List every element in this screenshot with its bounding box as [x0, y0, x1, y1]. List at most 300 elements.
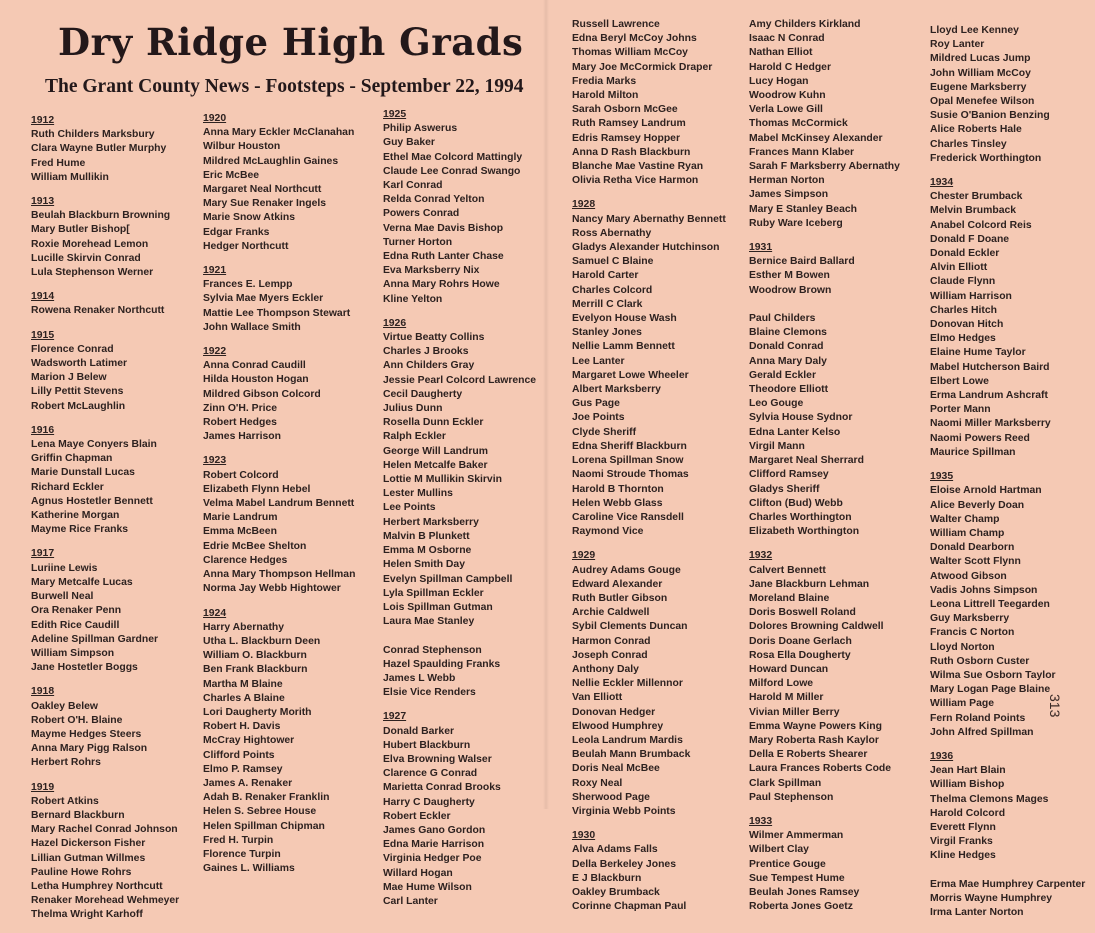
graduate-name: Harold C Hedger — [749, 61, 831, 73]
graduate-name: Leo Gouge — [749, 398, 804, 410]
class-year-heading: 1922 — [203, 346, 227, 358]
graduate-name: Wilma Sue Osborn Taylor — [930, 669, 1056, 681]
graduate-name: Lester Mullins — [383, 488, 453, 500]
graduate-name: Elizabeth Worthington — [749, 526, 860, 538]
graduate-name: Emma Wayne Powers King — [749, 720, 882, 732]
graduate-name: Woodrow Brown — [749, 284, 832, 296]
graduate-name: Anna Mary Thompson Hellman — [203, 569, 356, 581]
graduate-name: Clark Spillman — [749, 777, 822, 789]
class-year-group — [31, 114, 179, 185]
graduate-name: Edrie McBee Shelton — [203, 540, 307, 552]
graduate-name: Lucy Hogan — [749, 75, 809, 87]
graduate-name: Edith Rice Caudill — [31, 619, 120, 631]
graduate-name: Walter Scott Flynn — [930, 556, 1021, 568]
class-year-heading: 1927 — [383, 711, 407, 723]
graduate-name: Ora Renaker Penn — [31, 605, 122, 617]
class-year-heading: 1915 — [31, 329, 55, 341]
graduate-name: John Wallace Smith — [203, 321, 301, 333]
graduate-name: Vadis Johns Simpson — [930, 584, 1038, 596]
graduate-name: Alice Roberts Hale — [930, 124, 1022, 136]
class-year-heading: 1923 — [203, 455, 227, 467]
graduate-name: Russell Lawrence — [572, 19, 660, 30]
graduate-name: Mayme Hedges Steers — [31, 728, 142, 740]
class-year-heading: 1913 — [31, 196, 55, 208]
graduate-name: Conrad Stephenson — [383, 644, 482, 656]
graduate-name: Anna Mary Rohrs Howe — [383, 279, 500, 291]
graduate-name: Anna Mary Pigg Ralson — [31, 743, 148, 755]
page-title: Dry Ridge High Grads — [58, 20, 524, 64]
graduate-name: Everett Flynn — [930, 821, 996, 833]
graduate-name: Mary Joe McCormick Draper — [572, 61, 713, 73]
graduate-name: Claude Flynn — [930, 276, 996, 288]
graduate-name: Clarence G Conrad — [383, 768, 478, 780]
graduate-name: Charles Colcord — [572, 284, 653, 296]
graduate-name: Jean Hart Blain — [930, 765, 1006, 777]
graduate-name: Kline Yelton — [383, 293, 443, 305]
graduate-name: John Alfred Spillman — [930, 726, 1034, 738]
graduate-name: Cecil Daugherty — [383, 388, 463, 400]
class-year-group — [930, 750, 1085, 920]
grads-column-1 — [31, 114, 179, 933]
graduate-name: Ross Abernathy — [572, 227, 652, 239]
graduate-name: Mildred Gibson Colcord — [203, 388, 321, 400]
class-year-heading: 1930 — [572, 830, 596, 842]
graduate-name: Eva Marksberry Nix — [383, 265, 480, 277]
graduate-name: George Will Landrum — [383, 445, 488, 457]
graduate-name: Beulah Blackburn Browning — [31, 210, 171, 222]
graduate-name: Helen Webb Glass — [572, 497, 663, 509]
graduate-name: Porter Mann — [930, 404, 991, 416]
graduate-name: Edgar Franks — [203, 226, 270, 238]
graduate-name: Mildred Lucas Jump — [930, 53, 1031, 65]
graduate-name: Lena Maye Conyers Blain — [31, 439, 157, 451]
graduate-name: Ruth Ramsey Landrum — [572, 118, 686, 130]
graduate-name: Velma Mabel Landrum Bennett — [203, 498, 355, 510]
graduate-name: Margaret Lowe Wheeler — [572, 369, 689, 381]
class-year-heading: 1929 — [572, 550, 596, 562]
graduate-name: Philip Aswerus — [383, 123, 458, 135]
graduate-name: Sylvia Mae Myers Eckler — [203, 293, 324, 305]
graduate-name: Marietta Conrad Brooks — [383, 782, 501, 794]
graduate-name: Richard Eckler — [31, 481, 104, 493]
graduate-name: Eloise Arnold Hartman — [930, 485, 1042, 497]
graduate-name: Harold M Miller — [749, 692, 824, 704]
graduate-name: Luriine Lewis — [31, 562, 98, 574]
graduate-name: James Simpson — [749, 189, 829, 201]
graduate-name: Donald F Doane — [930, 233, 1010, 245]
graduate-name: Elsie Vice Renders — [383, 687, 476, 699]
graduate-name: Wilbert Clay — [749, 844, 809, 856]
graduate-name: Willard Hogan — [383, 867, 453, 879]
graduate-name: Bernice Baird Ballard — [749, 256, 855, 268]
class-year-group — [749, 815, 900, 914]
graduate-name: Lori Daugherty Morith — [203, 706, 312, 718]
graduate-name: Audrey Adams Gouge — [572, 564, 681, 576]
graduate-name: Pauline Howe Rohrs — [31, 866, 132, 878]
graduate-name: Florence Turpin — [203, 848, 281, 860]
graduate-name: Hilda Houston Hogan — [203, 374, 309, 386]
graduate-name: Thomas McCormick — [749, 118, 848, 130]
graduate-name: James Gano Gordon — [383, 824, 486, 836]
graduate-name: Virgil Mann — [749, 440, 805, 452]
graduate-name: Charles Tinsley — [930, 138, 1007, 150]
graduate-name: Donovan Hedger — [572, 706, 656, 718]
graduate-name: Lottie M Mullikin Skirvin — [383, 474, 502, 486]
graduate-name: Verna Mae Davis Bishop — [383, 222, 504, 234]
class-year-group — [31, 424, 179, 538]
grads-column-2 — [203, 112, 355, 886]
graduate-name: Woodrow Kuhn — [749, 90, 826, 102]
graduate-name: Joseph Conrad — [572, 649, 648, 661]
class-year-group — [383, 317, 536, 700]
graduate-name: Lloyd Lee Kenney — [930, 25, 1019, 36]
graduate-name: Leona Littrell Teegarden — [930, 598, 1050, 610]
graduate-name: Raymond Vice — [572, 526, 644, 538]
graduate-name: Anna Mary Daly — [749, 355, 827, 367]
graduate-name: William Simpson — [31, 647, 115, 659]
graduate-name: Beulah Mann Brumback — [572, 749, 691, 761]
graduate-name: Doris Doane Gerlach — [749, 635, 852, 647]
graduate-name: Zinn O'H. Price — [203, 402, 278, 414]
graduate-name: Clarence Hedges — [203, 554, 288, 566]
class-year-group — [572, 549, 726, 819]
class-year-heading: 1925 — [383, 109, 407, 120]
class-year-heading: 1920 — [203, 113, 227, 124]
graduate-name: Hazel Spaulding Franks — [383, 658, 501, 670]
class-year-heading: 1921 — [203, 265, 227, 277]
graduate-name: Isaac N Conrad — [749, 33, 825, 45]
graduate-name: James L Webb — [383, 672, 456, 684]
graduate-name: Laura Frances Roberts Code — [749, 763, 892, 775]
graduate-name: Hazel Dickerson Fisher — [31, 838, 146, 850]
class-year-group — [572, 198, 726, 539]
graduate-name: Roberta Jones Goetz — [749, 901, 853, 913]
graduate-name: Herman Norton — [749, 175, 825, 187]
graduate-name: Corinne Chapman Paul — [572, 901, 687, 913]
graduate-name: Ralph Eckler — [383, 431, 446, 443]
graduate-name: Paul Childers — [749, 313, 816, 325]
graduate-name: Paul Stephenson — [749, 791, 834, 803]
graduate-name: Marie Snow Atkins — [203, 212, 295, 224]
graduate-name: Harold B Thornton — [572, 483, 664, 495]
class-year-group — [572, 18, 726, 188]
graduate-name: Naomi Miller Marksberry — [930, 418, 1051, 430]
class-year-heading: 1931 — [749, 242, 773, 254]
graduate-name: Charles Worthington — [749, 511, 852, 523]
graduate-name: Lee Lanter — [572, 355, 625, 367]
graduate-name: Maurice Spillman — [930, 446, 1016, 458]
graduate-name: Anabel Colcord Reis — [930, 219, 1032, 231]
class-year-group — [31, 685, 179, 770]
graduate-name: Guy Marksberry — [930, 613, 1010, 625]
graduate-name: Nellie Eckler Millennor — [572, 678, 683, 690]
graduate-name: Lyla Spillman Eckler — [383, 587, 484, 599]
graduate-name: Edna Sheriff Blackburn — [572, 440, 687, 452]
graduate-name: Mary Logan Page Blaine — [930, 684, 1051, 696]
graduate-name: Emma M Osborne — [383, 545, 472, 557]
graduate-name: Ann Childers Gray — [383, 360, 475, 372]
graduate-name: William Bishop — [930, 779, 1005, 791]
graduate-name: Margaret Neal Sherrard — [749, 455, 864, 467]
graduate-name: Eric McBee — [203, 169, 260, 181]
graduate-name: Jane Hostetler Boggs — [31, 662, 138, 674]
class-year-heading: 1924 — [203, 607, 227, 619]
graduate-name: Rowena Renaker Northcutt — [31, 305, 165, 317]
graduate-name: Lula Stephenson Werner — [31, 267, 154, 279]
graduate-name: Della E Roberts Shearer — [749, 749, 868, 761]
graduate-name: Mary Sue Renaker Ingels — [203, 198, 327, 210]
graduate-name: Laura Mae Stanley — [383, 616, 475, 628]
class-year-group — [203, 454, 355, 596]
graduate-name: Albert Marksberry — [572, 384, 661, 396]
graduate-name: Robert Hedges — [203, 417, 277, 429]
class-year-group — [203, 607, 355, 877]
graduate-name: Susie O'Banion Benzing — [930, 110, 1050, 122]
graduate-name: Virtue Beatty Collins — [383, 332, 485, 344]
graduate-name: Fern Roland Points — [930, 712, 1026, 724]
graduate-name: Thelma Wright Karhoff — [31, 909, 143, 921]
graduate-name: Lee Points — [383, 502, 436, 514]
graduate-name: Clifford Points — [203, 749, 275, 761]
graduate-name: Elbert Lowe — [930, 375, 989, 387]
graduate-name: Edna Marie Harrison — [383, 839, 485, 851]
graduate-name: Naomi Stroude Thomas — [572, 469, 689, 481]
graduate-name: James Harrison — [203, 431, 281, 443]
graduate-name: Frederick Worthington — [930, 152, 1042, 164]
class-year-heading: 1918 — [31, 686, 55, 698]
class-year-group — [749, 18, 900, 231]
grads-column-3 — [383, 108, 536, 919]
graduate-name: Sarah Osborn McGee — [572, 104, 678, 116]
graduate-name: Claude Lee Conrad Swango — [383, 165, 521, 177]
graduate-name: Utha L. Blackburn Deen — [203, 635, 321, 647]
graduate-name: Erma Landrum Ashcraft — [930, 390, 1048, 402]
graduate-name: Amy Childers Kirkland — [749, 19, 861, 30]
class-year-group — [749, 241, 900, 539]
graduate-name: Rosella Dunn Eckler — [383, 417, 484, 429]
graduate-name: Carl Lanter — [383, 895, 438, 907]
graduate-name: Jane Blackburn Lehman — [749, 578, 870, 590]
graduate-name: Walter Champ — [930, 513, 1000, 525]
graduate-name: Letha Humphrey Northcutt — [31, 880, 163, 892]
graduate-name: Edna Beryl McCoy Johns — [572, 33, 697, 45]
graduate-name: Morris Wayne Humphrey — [930, 892, 1053, 904]
graduate-name: Fredia Marks — [572, 75, 637, 87]
graduate-name: Wadsworth Latimer — [31, 358, 128, 370]
graduate-name: Florence Conrad — [31, 343, 114, 355]
graduate-name: Verla Lowe Gill — [749, 104, 823, 116]
graduate-name: Marie Dunstall Lucas — [31, 467, 135, 479]
graduate-name: Roxie Morehead Lemon — [31, 238, 149, 250]
graduate-name: Lilly Pettit Stevens — [31, 386, 124, 398]
graduate-name: Evelyon House Wash — [572, 313, 677, 325]
graduate-name — [930, 864, 1085, 878]
graduate-name: Mary Rachel Conrad Johnson — [31, 824, 178, 836]
class-year-heading: 1914 — [31, 291, 55, 303]
graduate-name: Clyde Sheriff — [572, 426, 637, 438]
graduate-name: Herbert Rohrs — [31, 757, 101, 769]
graduate-name: Opal Menefee Wilson — [930, 96, 1035, 108]
page-subtitle: The Grant County News - Footsteps - September 22, 1994 — [45, 76, 524, 97]
graduate-name: Ethel Mae Colcord Mattingly — [383, 151, 523, 163]
class-year-heading: 1926 — [383, 317, 407, 329]
graduate-name: Lucille Skirvin Conrad — [31, 252, 141, 264]
graduate-name: Griffin Chapman — [31, 453, 113, 465]
graduate-name: Virginia Hedger Poe — [383, 853, 482, 865]
graduate-name: Theodore Elliott — [749, 384, 829, 396]
graduate-name: Clifford Ramsey — [749, 469, 829, 481]
graduate-name: Naomi Powers Reed — [930, 432, 1030, 444]
graduate-name: Clifton (Bud) Webb — [749, 497, 843, 509]
grads-column-4 — [572, 18, 726, 924]
graduate-name: Nellie Lamm Bennett — [572, 341, 675, 353]
class-year-group — [203, 345, 355, 444]
class-year-heading: 1928 — [572, 199, 596, 211]
graduate-name: Caroline Vice Ransdell — [572, 511, 684, 523]
graduate-name: William Champ — [930, 527, 1005, 539]
graduate-name: Mary Metcalfe Lucas — [31, 576, 133, 588]
class-year-heading: 1916 — [31, 424, 55, 436]
graduate-name: Wilmer Ammerman — [749, 830, 844, 842]
class-year-group — [31, 290, 179, 318]
graduate-name: Van Elliott — [572, 692, 623, 704]
graduate-name: Donald Conrad — [749, 341, 824, 353]
class-year-heading: 1935 — [930, 471, 954, 483]
graduate-name: Karl Conrad — [383, 180, 443, 192]
graduate-name: Stanley Jones — [572, 327, 642, 339]
graduate-name: Elmo P. Ramsey — [203, 763, 283, 775]
graduate-name: Roy Lanter — [930, 39, 985, 51]
graduate-name: Howard Duncan — [749, 663, 829, 675]
graduate-name: Elva Browning Walser — [383, 753, 492, 765]
graduate-name: Alice Beverly Doan — [930, 499, 1025, 511]
graduate-name: Thelma Clemons Mages — [930, 793, 1049, 805]
graduate-name: Marie Landrum — [203, 512, 278, 524]
graduate-name — [383, 629, 536, 643]
graduate-name: Mayme Rice Franks — [31, 524, 129, 536]
class-year-group — [31, 781, 179, 923]
graduate-name: Bernard Blackburn — [31, 809, 125, 821]
graduate-name: Sue Tempest Hume — [749, 872, 845, 884]
graduate-name: Donald Barker — [383, 725, 455, 737]
graduate-name: Melvin Brumback — [930, 205, 1017, 217]
graduate-name: Nathan Elliot — [749, 47, 813, 59]
graduate-name: Margaret Neal Northcutt — [203, 184, 322, 196]
graduate-name: Robert O'H. Blaine — [31, 714, 123, 726]
graduate-name: Robert Colcord — [203, 469, 279, 481]
graduate-name: Kline Hedges — [930, 850, 996, 862]
graduate-name: Harold Milton — [572, 90, 639, 102]
graduate-name: Doris Neal McBee — [572, 763, 660, 775]
graduate-name: Fred H. Turpin — [203, 834, 274, 846]
class-year-group — [930, 24, 1085, 166]
graduate-name: Edward Alexander — [572, 578, 663, 590]
class-year-group — [749, 549, 900, 805]
graduate-name: Mary E Stanley Beach — [749, 203, 857, 215]
graduate-name: Virgil Franks — [930, 836, 993, 848]
graduate-name: Samuel C Blaine — [572, 256, 654, 268]
class-year-group — [383, 108, 536, 307]
graduate-name: Elizabeth Flynn Hebel — [203, 483, 311, 495]
class-year-group — [203, 112, 355, 254]
graduate-name: James A. Renaker — [203, 777, 293, 789]
graduate-name: Harry Abernathy — [203, 621, 285, 633]
graduate-name: William Page — [930, 698, 995, 710]
graduate-name: Milford Lowe — [749, 678, 814, 690]
graduate-name: Edna Lanter Kelso — [749, 426, 841, 438]
graduate-name: Moreland Blaine — [749, 592, 830, 604]
graduate-name: Edris Ramsey Hopper — [572, 132, 680, 144]
graduate-name: Relda Conrad Yelton — [383, 194, 485, 206]
class-year-group — [31, 329, 179, 414]
graduate-name: Roxy Neal — [572, 777, 623, 789]
graduate-name: Chester Brumback — [930, 191, 1023, 203]
graduate-name: Irma Lanter Norton — [930, 907, 1024, 919]
grads-column-6 — [930, 24, 1085, 930]
graduate-name: William Mullikin — [31, 171, 109, 183]
graduate-name: Lorena Spillman Snow — [572, 455, 684, 467]
graduate-name: Sarah F Marksberry Abernathy — [749, 161, 900, 173]
graduate-name: Agnus Hostetler Bennett — [31, 495, 153, 507]
graduate-name: Elwood Humphrey — [572, 720, 664, 732]
graduate-name: Olivia Retha Vice Harmon — [572, 175, 699, 187]
page-number: 313 — [1047, 694, 1063, 718]
graduate-name: Calvert Bennett — [749, 564, 826, 576]
graduate-name: Burwell Neal — [31, 591, 94, 603]
graduate-name: Prentice Gouge — [749, 858, 826, 870]
graduate-name: Mary Roberta Rash Kaylor — [749, 734, 879, 746]
graduate-name: Virginia Webb Points — [572, 805, 676, 817]
graduate-name: Archie Caldwell — [572, 607, 650, 619]
graduate-name: Robert Eckler — [383, 810, 451, 822]
graduate-name: Adah B. Renaker Franklin — [203, 792, 330, 804]
graduate-name: Charles Hitch — [930, 304, 997, 316]
class-year-heading: 1934 — [930, 177, 954, 189]
graduate-name: Oakley Belew — [31, 700, 99, 712]
graduate-name: Blaine Clemons — [749, 327, 827, 339]
graduate-name: Anna Mary Eckler McClanahan — [203, 127, 355, 139]
graduate-name: Frances Mann Klaber — [749, 146, 855, 158]
graduate-name: Sybil Clements Duncan — [572, 621, 688, 633]
graduate-name: Donovan Hitch — [930, 319, 1004, 331]
graduate-name: Anna Conrad Caudill — [203, 360, 306, 372]
graduate-name: Mae Hume Wilson — [383, 881, 472, 893]
graduate-name: Dolores Browning Caldwell — [749, 621, 884, 633]
graduate-name: Mattie Lee Thompson Stewart — [203, 307, 351, 319]
graduate-name: Harry C Daugherty — [383, 796, 475, 808]
graduate-name: Nancy Mary Abernathy Bennett — [572, 213, 726, 225]
graduate-name: Frances E. Lempp — [203, 279, 293, 291]
class-year-heading: 1912 — [31, 115, 55, 126]
graduate-name: Mabel McKinsey Alexander — [749, 132, 883, 144]
graduate-name: Guy Baker — [383, 137, 435, 149]
graduate-name: Gladys Alexander Hutchinson — [572, 242, 720, 254]
graduate-name: Donald Dearborn — [930, 542, 1015, 554]
graduate-name: Francis C Norton — [930, 627, 1015, 639]
graduate-name: E J Blackburn — [572, 872, 642, 884]
page-fold — [543, 0, 549, 809]
graduate-name: Esther M Bowen — [749, 270, 830, 282]
graduate-name: Ben Frank Blackburn — [203, 664, 308, 676]
graduate-name: Marion J Belew — [31, 372, 107, 384]
graduate-name: Helen S. Sebree House — [203, 806, 317, 818]
graduate-name: Anna D Rash Blackburn — [572, 146, 691, 158]
graduate-name: Atwood Gibson — [930, 570, 1007, 582]
graduate-name: Leola Landrum Mardis — [572, 734, 683, 746]
graduate-name: Vivian Miller Berry — [749, 706, 840, 718]
graduate-name: Robert Atkins — [31, 795, 99, 807]
graduate-name: Doris Boswell Roland — [749, 607, 856, 619]
